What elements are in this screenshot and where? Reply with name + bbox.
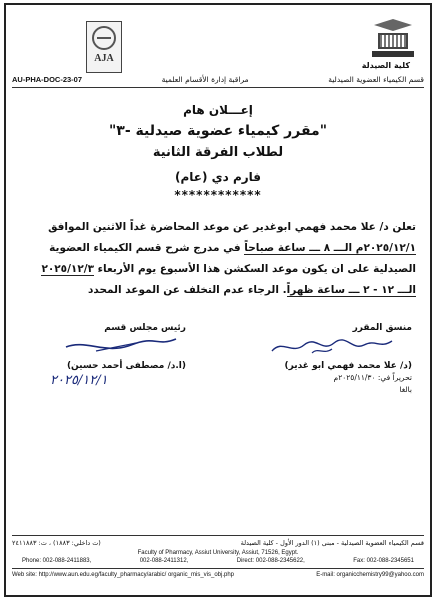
section-time: الـــ ١٢ - ٢ ـــ ساعة ظهراً: [286, 284, 416, 296]
body-line-2: ٢٠٢٥/١٢/١م الـــ ٨ ـــ ساعة صباحاً في مدرج شرح قسم الكيمياء العضوية: [49, 242, 416, 254]
aja-logo: [86, 21, 122, 73]
footer-divider: [12, 535, 424, 536]
body-line-4: الـــ ١٢ - ٢ ـــ ساعة ظهراً. الرجاء عدم التخلف عن الموعد المحدد: [87, 284, 416, 296]
globe-icon: [92, 26, 116, 50]
header-divider: [12, 87, 424, 88]
section-date: ٢٠٢٥/١٢/٣: [41, 263, 94, 275]
program: فارم دي (عام): [174, 170, 262, 184]
footer-phones-row: [12, 558, 424, 564]
footer-fax: Fax: 002-088-2345651: [353, 558, 414, 564]
aja-logo-text: AJA: [94, 53, 114, 64]
course-title: "مقرر كيمياء عضوية صيدلية -٣": [108, 123, 327, 139]
coordinator-signature: [252, 333, 412, 359]
footer: [12, 539, 424, 578]
signature-scrawl-coordinator: [252, 333, 412, 359]
lecture-datetime: ٢٠٢٥/١٢/١م الـــ ٨ ـــ ساعة صباحاً: [244, 242, 416, 254]
university-logo: [372, 17, 414, 59]
quality-unit: مراقبة إدارة الأقسام العلمية: [161, 75, 249, 84]
announcement-heading: إعـــلان هام: [183, 103, 253, 117]
footer-address-en: Faculty of Pharmacy, Assiut University, Assiut, 71526, Egypt.: [137, 550, 299, 556]
coordinator-name: (د/ علا محمد فهمي ابو غدير): [284, 361, 412, 371]
handwritten-date: ٢٠٢٥/١٢/١: [50, 373, 108, 388]
head-signature: [36, 333, 186, 359]
note-footer: بالغا: [399, 385, 412, 394]
footer-direct: Direct: 002-088-2345622,: [236, 558, 305, 564]
head-name: (ا.د/ مصطفى أحمد حسين): [66, 361, 186, 371]
star-separator: ************: [174, 188, 262, 202]
header-line: [12, 75, 424, 84]
head-title: رئيس مجلس قسم: [104, 323, 186, 333]
issue-date: تحريراً في: ٢٠٢٥/١١/٣٠م: [333, 373, 412, 382]
book-icon: [378, 33, 408, 49]
doc-code: AU-PHA-DOC-23-07: [12, 75, 83, 84]
audience: لطلاب الفرقة الثانية: [152, 145, 284, 160]
body-line-1: تعلن د/ علا محمد فهمي ابوغدير عن موعد المحاضرة غداً الاثنين الموافق: [48, 221, 416, 233]
graduation-cap-icon: [374, 19, 412, 31]
signature-area: [6, 323, 430, 403]
footer-email[interactable]: E-mail: organicchemistry99@yahoo.com: [316, 572, 424, 578]
footer-website[interactable]: Web site: http://www.aun.edu.eg/faculty_pharmacy/arabic/ organic_mis_vis_obj.php: [12, 572, 235, 578]
letterhead: [12, 13, 424, 83]
document-page: [4, 3, 432, 597]
footer-tel2: 002-088-2411312,: [139, 558, 189, 564]
faculty-name: كلية الصيدلة: [361, 61, 410, 70]
body-line-3: الصيدلية على ان يكون موعد السكشن هذا الأسبوع يوم الأربعاء ٢٠٢٥/١٢/٣: [41, 263, 416, 275]
footer-ext: (ت داخلي: ١٨٨٣) ، ت: ٢٤١١٨٨٣: [12, 539, 101, 547]
announcement-title-block: [6, 101, 430, 202]
footer-phone: Phone: 002-088-2411883,: [22, 558, 92, 564]
footer-web-row: [12, 568, 424, 578]
footer-arabic-row: [12, 539, 424, 547]
signature-scrawl-head: [36, 333, 186, 359]
head-signature-block: [36, 323, 186, 388]
announcement-body: [24, 217, 416, 301]
department-name: قسم الكيمياء العضوية الصيدلية: [328, 75, 424, 84]
footer-address-ar: قسم الكيمياء العضوية الصيدلية - مبنى (١) الدور الأول - كلية الصيدلة: [240, 539, 424, 547]
coordinator-signature-block: [252, 323, 412, 394]
coordinator-title: منسق المقرر: [352, 323, 412, 333]
